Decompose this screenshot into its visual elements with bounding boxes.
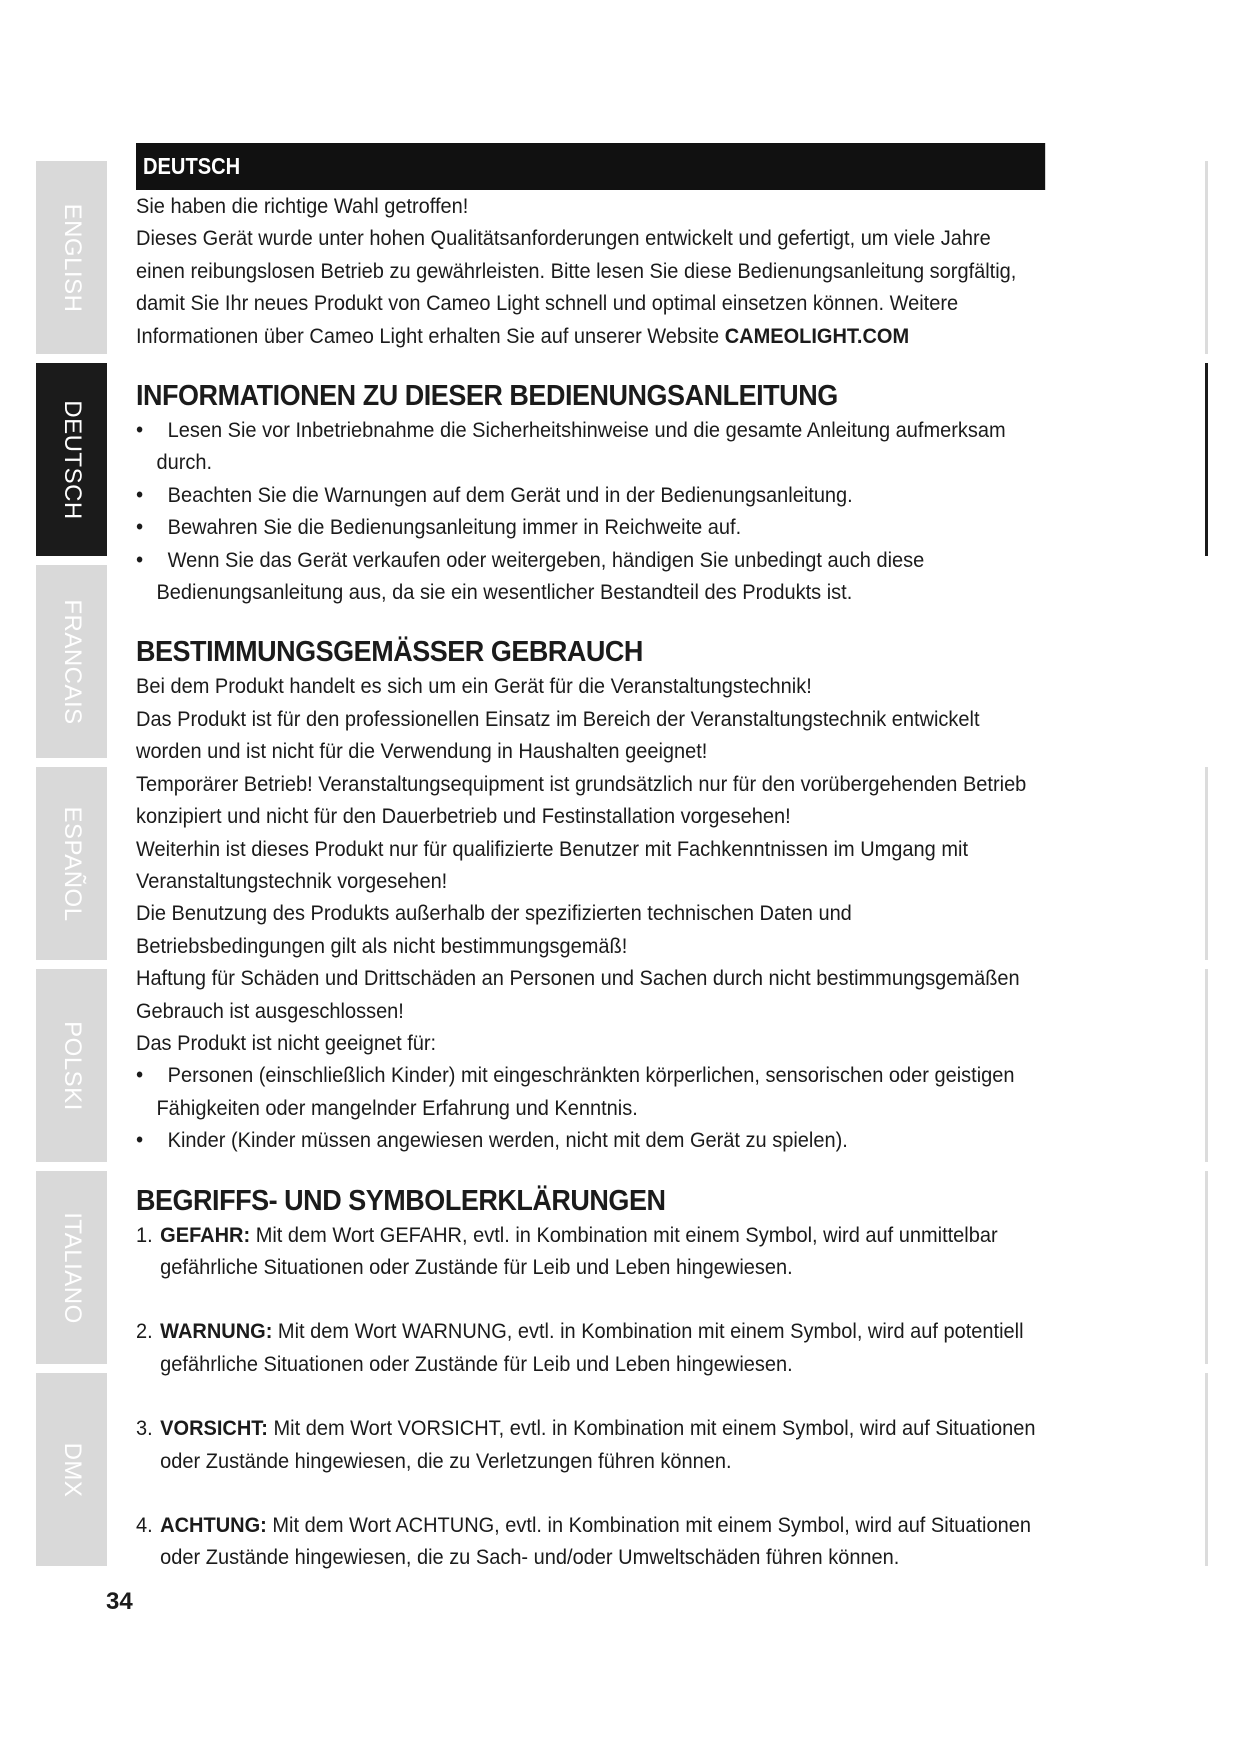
edge-marker <box>1205 161 1208 354</box>
side-tab-dmx[interactable] <box>36 1373 107 1566</box>
side-tab-deutsch[interactable] <box>36 363 107 556</box>
section-heading-info: INFORMATIONEN ZU DIESER BEDIENUNGSANLEITUNG <box>136 380 838 413</box>
side-tab-espanol[interactable] <box>36 767 107 960</box>
side-tab-label: POLSKI <box>58 1020 86 1111</box>
side-tab-label: ITALIANO <box>58 1211 86 1324</box>
use-paragraph: Haftung für Schäden und Drittschäden an Personen und Sachen durch nicht bestimmungsgemäßen Gebrauch ist ausgeschlossen! <box>136 966 1020 1023</box>
side-tab-francais[interactable] <box>36 565 107 758</box>
edge-marker <box>1205 1171 1208 1364</box>
use-paragraph: Weiterhin ist dieses Produkt nur für qualifizierte Benutzer mit Fachkenntnissen im Umgang mit Veranstaltungstechnik vorgesehen! <box>136 836 969 893</box>
page-number: 34 <box>106 1588 133 1615</box>
list-item: 1. GEFAHR: Mit dem Wort GEFAHR, evtl. in Kombination mit einem Symbol, wird auf unmittelbar gefährliche Situationen oder Zustände für Leib und Leben hingewiesen. <box>136 1222 998 1279</box>
side-tab-italiano[interactable] <box>36 1171 107 1364</box>
section-heading-terms: BEGRIFFS- UND SYMBOLERKLÄRUNGEN <box>136 1184 666 1217</box>
side-tab-label: ENGLISH <box>58 203 86 312</box>
use-paragraph: Temporärer Betrieb! Veranstaltungsequipment ist grundsätzlich nur für den vorübergehenden Betrieb konzipiert und nicht für den Dauerbetrieb und Festinstallation vorgesehen! <box>136 771 1027 829</box>
list-item: • Personen (einschließlich Kinder) mit eingeschränkten körperlichen, sensorischen oder geistigen Fähigkeiten oder mangelnder Erfahrung und Kenntnis. <box>136 1059 1038 1124</box>
side-tab-label: DMX <box>58 1442 86 1497</box>
use-paragraph: Die Benutzung des Produkts außerhalb der spezifizierten technischen Daten und Betriebsbedingungen gilt als nicht bestimmungsgemäß! <box>136 901 852 958</box>
list-item: 4. ACHTUNG: Mit dem Wort ACHTUNG, evtl. in Kombination mit einem Symbol, wird auf Situationen oder Zustände hingewiesen, die zu Sach- und/oder Umweltschäden führen können. <box>136 1513 1031 1570</box>
term-label: GEFAHR: <box>160 1222 251 1247</box>
list-item: 2. WARNUNG: Mit dem Wort WARNUNG, evtl. in Kombination mit einem Symbol, wird auf potentiell gefährliche Situationen oder Zustände für Leib und Leben hingewiesen. <box>136 1319 1024 1376</box>
side-tab-label: DEUTSCH <box>58 399 86 520</box>
intro-body <box>136 222 1038 352</box>
edge-marker <box>1205 1373 1208 1566</box>
term-label: WARNUNG: <box>160 1319 273 1344</box>
page-content <box>136 143 1038 1574</box>
list-item: • Kinder (Kinder müssen angewiesen werden, nicht mit dem Gerät zu spielen). <box>136 1124 1038 1156</box>
side-tab-polski[interactable] <box>36 969 107 1162</box>
edge-marker <box>1205 767 1208 960</box>
list-item: • Wenn Sie das Gerät verkaufen oder weitergeben, händigen Sie unbedingt auch diese Bedienungsanleitung aus, da sie ein wesentlicher Bestandteil des Produkts ist. <box>136 544 1038 609</box>
side-tab-label: FRANCAIS <box>58 598 86 725</box>
list-item: • Bewahren Sie die Bedienungsanleitung immer in Reichweite auf. <box>136 511 1038 543</box>
list-item: • Beachten Sie die Warnungen auf dem Gerät und in der Bedienungsanleitung. <box>136 479 1038 511</box>
side-tab-english[interactable] <box>36 161 107 354</box>
term-label: ACHTUNG: <box>160 1513 267 1537</box>
website-link[interactable]: CAMEOLIGHT.COM <box>724 323 910 348</box>
terms-list <box>136 1219 1038 1574</box>
use-paragraph: Bei dem Produkt handelt es sich um ein Gerät für die Veranstaltungstechnik! <box>136 674 812 699</box>
info-bullet-list <box>136 414 1038 608</box>
language-header: DEUTSCH <box>136 143 1045 190</box>
intro-line: Sie haben die richtige Wahl getroffen! <box>136 194 469 218</box>
edge-marker <box>1205 969 1208 1162</box>
use-bullet-list <box>136 1059 1038 1156</box>
use-paragraph: Das Produkt ist für den professionellen Einsatz im Bereich der Veranstaltungstechnik entwickelt worden und ist nicht für die Verwendung in Haushalten geeignet! <box>136 706 980 764</box>
intro-text: Dieses Gerät wurde unter hohen Qualitätsanforderungen entwickelt und gefertigt, um viele Jahre einen reibungslosen Betrieb zu gewährleisten. Bitte lesen Sie diese Bedienungsanleitung sorgfältig, damit Sie Ihr neues Produkt von Cameo Light schnell und optimal einsetzen können. Weitere Informationen über Cameo Light erhalten Sie auf unserer Website <box>136 226 1017 348</box>
edge-marker-active <box>1205 363 1208 556</box>
list-item: • Lesen Sie vor Inbetriebnahme die Sicherheitshinweise und die gesamte Anleitung aufmerksam durch. <box>136 414 1038 479</box>
side-tab-label: ESPAÑOL <box>58 805 86 922</box>
section-heading-use: BESTIMMUNGSGEMÄSSER GEBRAUCH <box>136 636 643 669</box>
use-paragraph: Das Produkt ist nicht geeignet für: <box>136 1030 437 1055</box>
list-item: 3. VORSICHT: Mit dem Wort VORSICHT, evtl. in Kombination mit einem Symbol, wird auf Situationen oder Zustände hingewiesen, die zu Verletzungen führen können. <box>136 1416 1036 1473</box>
term-label: VORSICHT: <box>160 1416 268 1441</box>
